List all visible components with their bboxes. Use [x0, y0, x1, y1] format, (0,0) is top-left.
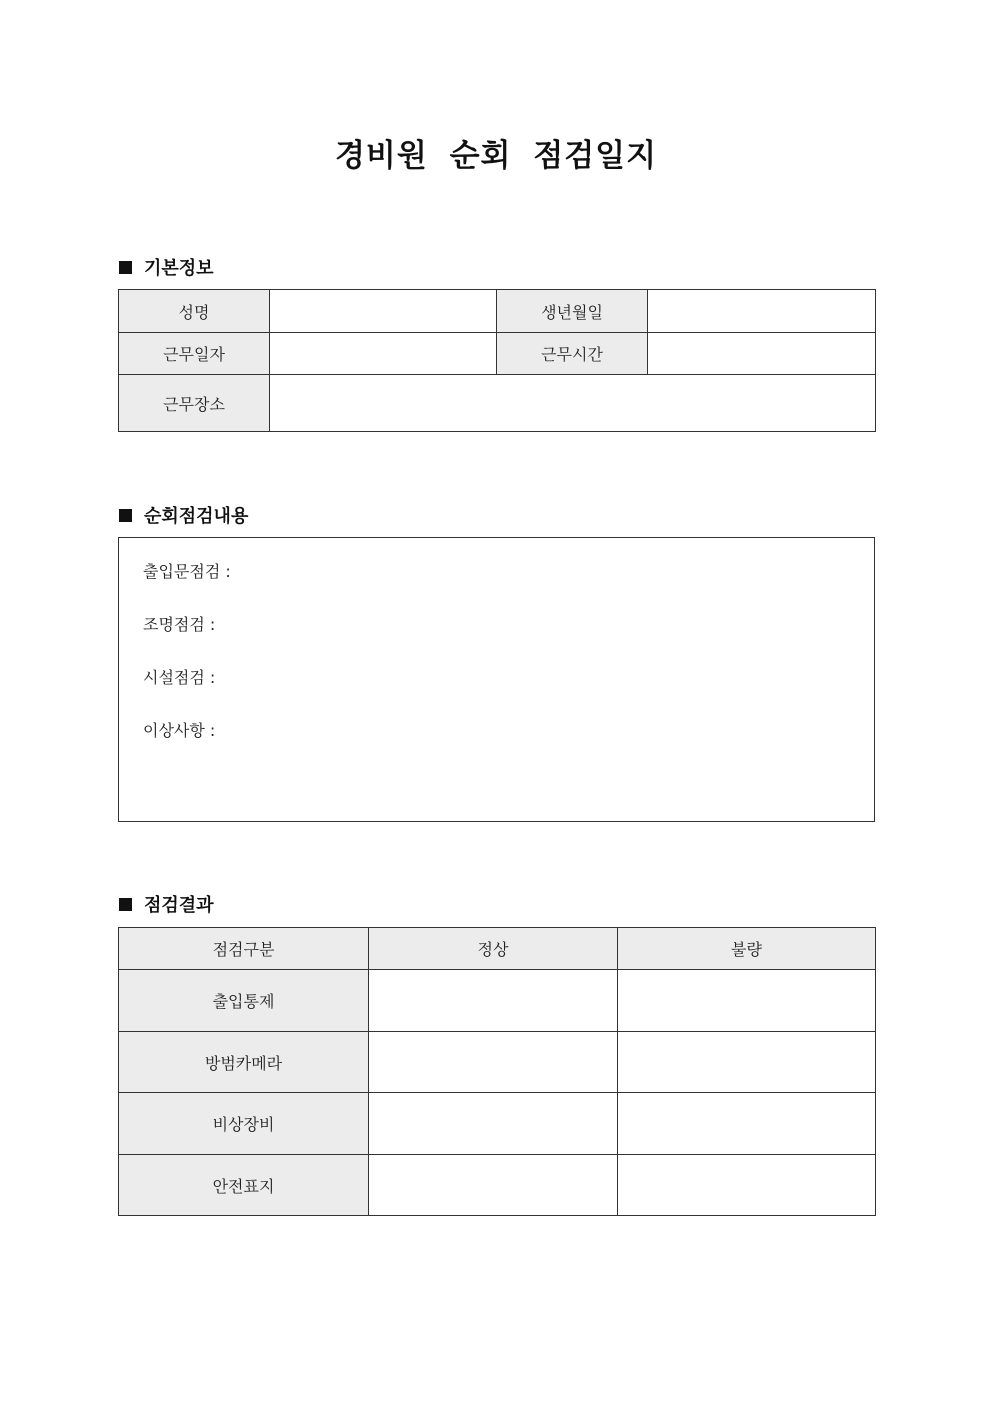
- table-row: [119, 1032, 876, 1093]
- defect-cell[interactable]: [618, 970, 876, 1032]
- square-bullet-icon: [119, 898, 132, 911]
- normal-cell[interactable]: [369, 1093, 618, 1155]
- defect-cell[interactable]: [618, 1032, 876, 1093]
- row-label-safety-signs: 안전표지: [119, 1155, 369, 1216]
- normal-cell[interactable]: [369, 1155, 618, 1216]
- section-heading-label: 순회점검내용: [144, 506, 249, 527]
- name-field[interactable]: [270, 290, 497, 333]
- name-label: 성명: [119, 290, 270, 333]
- anomaly-line: 이상사항 :: [143, 721, 216, 740]
- category-column-header: 점검구분: [119, 928, 369, 970]
- facility-check-line: 시설점검 :: [143, 668, 216, 687]
- section-heading-label: 점검결과: [144, 895, 214, 916]
- table-row: [119, 333, 876, 375]
- normal-cell[interactable]: [369, 970, 618, 1032]
- patrol-notes-box[interactable]: [118, 537, 875, 822]
- defect-cell[interactable]: [618, 1093, 876, 1155]
- birth-date-field[interactable]: [648, 290, 876, 333]
- table-row: [119, 970, 876, 1032]
- entrance-check-line: 출입문점검 :: [143, 562, 231, 581]
- defect-cell[interactable]: [618, 1155, 876, 1216]
- work-date-field[interactable]: [270, 333, 497, 375]
- birth-date-label: 생년월일: [497, 290, 648, 333]
- normal-column-header: 정상: [369, 928, 618, 970]
- row-label-access-control: 출입통제: [119, 970, 369, 1032]
- work-time-field[interactable]: [648, 333, 876, 375]
- section-heading-patrol: [119, 502, 248, 528]
- table-row: [119, 1093, 876, 1155]
- work-place-label: 근무장소: [119, 375, 270, 432]
- row-label-emergency-equipment: 비상장비: [119, 1093, 369, 1155]
- results-table: [118, 927, 876, 1216]
- work-date-label: 근무일자: [119, 333, 270, 375]
- normal-cell[interactable]: [369, 1032, 618, 1093]
- section-heading-label: 기본정보: [144, 258, 214, 279]
- page-title: 경비원 순회 점검일지: [334, 138, 658, 174]
- basic-info-table: [118, 289, 876, 432]
- defect-column-header: 불량: [618, 928, 876, 970]
- square-bullet-icon: [119, 509, 132, 522]
- work-place-field[interactable]: [270, 375, 876, 432]
- table-row: [119, 1155, 876, 1216]
- table-header-row: [119, 928, 876, 970]
- row-label-security-camera: 방범카메라: [119, 1032, 369, 1093]
- table-row: [119, 375, 876, 432]
- lighting-check-line: 조명점검 :: [143, 615, 216, 634]
- section-heading-results: [119, 891, 214, 917]
- square-bullet-icon: [119, 261, 132, 274]
- section-heading-basic-info: [119, 254, 214, 280]
- table-row: [119, 290, 876, 333]
- work-time-label: 근무시간: [497, 333, 648, 375]
